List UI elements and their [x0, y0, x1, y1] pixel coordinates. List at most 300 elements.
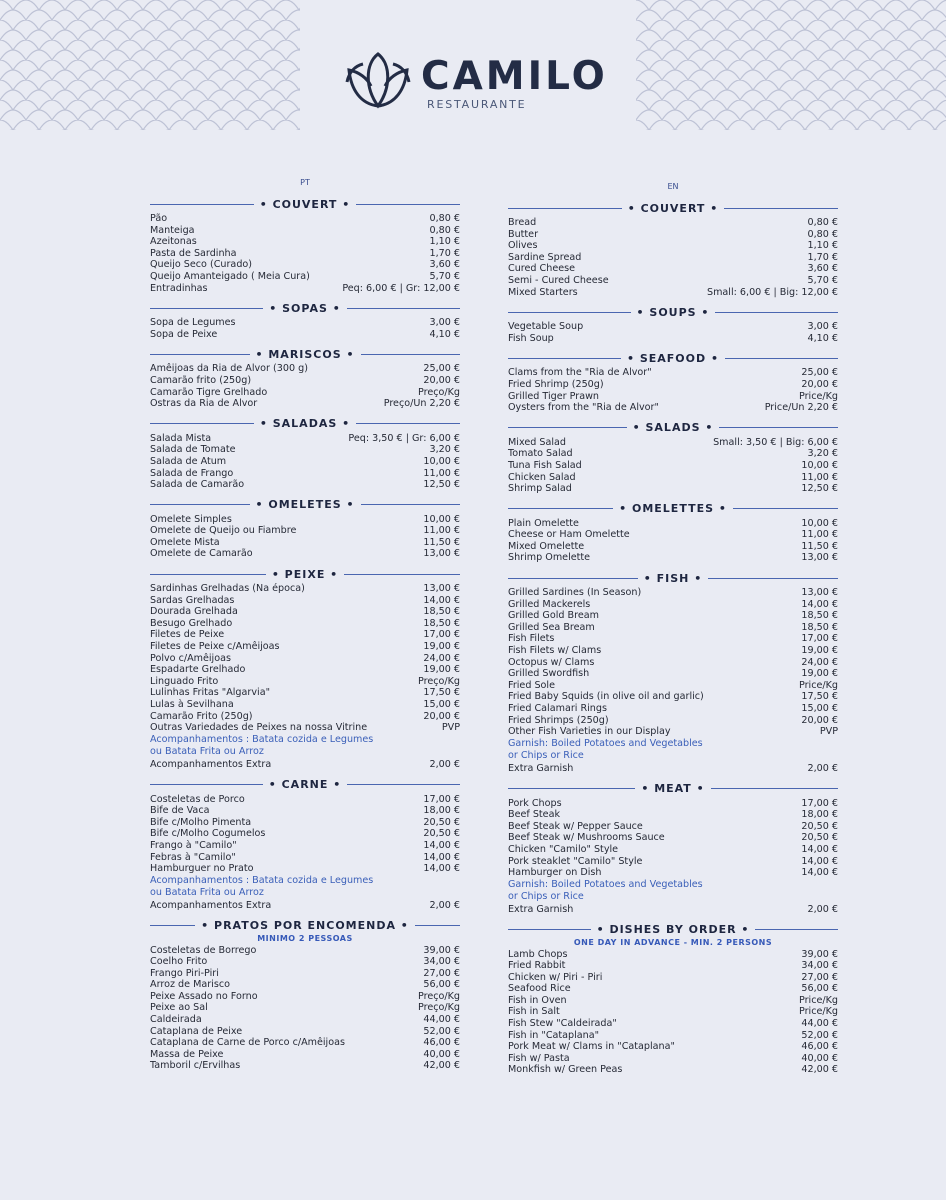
menu-item	[508, 726, 838, 738]
item-name: Plain Omelette	[508, 517, 579, 529]
item-price: 52,00 €	[801, 1029, 838, 1041]
section-title: • SEAFOOD •	[626, 351, 720, 365]
item-name: Costeletas de Borrego	[150, 944, 257, 956]
brand-name: CAMILO	[421, 54, 608, 99]
divider-line	[150, 925, 195, 926]
menu-item	[150, 537, 460, 549]
item-name: Extra Garnish	[508, 903, 574, 915]
menu-item	[508, 437, 838, 449]
item-price: 39,00 €	[423, 944, 460, 956]
menu-item	[508, 321, 838, 333]
menu-item	[150, 329, 460, 341]
item-name: Manteiga	[150, 224, 195, 236]
menu-item	[150, 1026, 460, 1038]
item-name: Lulinhas Fritas "Algarvia"	[150, 687, 270, 699]
divider-line	[347, 784, 460, 785]
menu-item	[150, 979, 460, 991]
item-price: 17,00 €	[801, 797, 838, 809]
item-name: Febras à "Camilo"	[150, 851, 236, 863]
divider-line	[150, 423, 254, 424]
menu-item	[150, 991, 460, 1003]
item-price: 4,10 €	[807, 332, 838, 344]
divider-line	[361, 504, 461, 505]
section-title: • COUVERT •	[259, 197, 351, 211]
menu-item	[508, 448, 838, 460]
section-header	[508, 501, 838, 517]
section-subnote: ONE DAY IN ADVANCE - MIN. 2 PERSONS	[573, 937, 773, 947]
menu-column-pt	[150, 178, 460, 1072]
menu-item	[508, 798, 838, 810]
item-name: Sopa de Peixe	[150, 328, 218, 340]
item-price: 18,00 €	[801, 809, 838, 821]
item-name: Beef Steak w/ Mushrooms Sauce	[508, 832, 665, 844]
item-name: Coelho Frito	[150, 956, 208, 968]
divider-line	[733, 508, 838, 509]
menu-item	[508, 472, 838, 484]
divider-line	[347, 308, 460, 309]
item-name: Tomato Salad	[508, 448, 573, 460]
item-price: 12,50 €	[801, 483, 838, 495]
item-name: Dourada Grelhada	[150, 606, 238, 618]
menu-section	[508, 420, 838, 495]
item-name: Olives	[508, 240, 538, 252]
menu-item	[150, 236, 460, 248]
divider-line	[150, 204, 254, 205]
menu-item	[150, 805, 460, 817]
item-price: 3,20 €	[807, 448, 838, 460]
item-price: 14,00 €	[423, 594, 460, 606]
item-name: Fish in "Cataplana"	[508, 1029, 600, 1041]
menu-item	[508, 645, 838, 657]
item-price: 15,00 €	[423, 699, 460, 710]
menu-section	[150, 497, 460, 560]
divider-line	[508, 788, 635, 789]
item-price: Price/Kg	[798, 679, 838, 691]
item-price: PVP	[819, 726, 838, 738]
menu-section	[508, 501, 838, 564]
item-price: 2,00 €	[807, 903, 838, 915]
item-price: 25,00 €	[423, 363, 460, 375]
item-price: Preço/Kg	[417, 990, 460, 1002]
item-price: 14,00 €	[801, 598, 838, 610]
item-price: 3,60 €	[429, 259, 460, 271]
item-name: Beef Steak w/ Pepper Sauce	[508, 820, 643, 832]
divider-line	[508, 578, 638, 579]
menu-item	[150, 828, 460, 840]
item-name: Cataplana de Carne de Porco c/Amêijoas	[150, 1037, 345, 1049]
menu-item	[508, 703, 838, 715]
menu-item	[508, 983, 838, 995]
item-price: 0,80 €	[429, 213, 460, 224]
item-name: Fried Shrimps (250g)	[508, 714, 609, 726]
item-name: Grilled Sardines (In Season)	[508, 587, 642, 599]
item-price: 1,10 €	[807, 240, 838, 252]
menu-item	[150, 259, 460, 271]
item-price: PVP	[441, 722, 460, 734]
divider-line	[508, 312, 631, 313]
garnish-note: Acompanhamentos : Batata cozida e Legumes	[150, 874, 374, 886]
item-price: Peq: 6,00 € | Gr: 12,00 €	[342, 282, 460, 294]
item-price: 18,50 €	[423, 617, 460, 629]
item-name: Pork Meat w/ Clams in "Cataplana"	[508, 1041, 675, 1053]
item-price: 34,00 €	[423, 956, 460, 968]
item-price: 19,00 €	[801, 668, 838, 680]
menu-section	[150, 346, 460, 409]
item-name: Cured Cheese	[508, 263, 576, 275]
brand-subtitle: RESTAURANTE	[427, 98, 527, 111]
divider-line	[508, 929, 591, 930]
item-price: 5,70 €	[429, 270, 460, 282]
item-price: Preço/Kg	[417, 386, 460, 398]
section-title: • CARNE •	[268, 778, 342, 792]
menu-item	[508, 1053, 838, 1065]
item-price: 3,20 €	[429, 444, 460, 456]
item-name: Vegetable Soup	[508, 321, 584, 333]
item-price: 1,70 €	[807, 251, 838, 263]
item-name: Outras Variedades de Peixes na nossa Vitrine	[150, 722, 368, 734]
menu-item	[508, 240, 838, 252]
item-name: Fish Filets	[508, 633, 555, 645]
menu-item	[150, 863, 460, 875]
menu-item	[508, 1030, 838, 1042]
menu-item	[150, 722, 460, 734]
item-name: Chicken w/ Piri - Piri	[508, 971, 603, 983]
menu-section	[150, 566, 460, 771]
menu-item	[150, 664, 460, 676]
item-price: 1,70 €	[429, 247, 460, 259]
menu-item	[508, 832, 838, 844]
item-name: Entradinhas	[150, 282, 208, 294]
item-price: 40,00 €	[423, 1048, 460, 1060]
menu-item	[508, 217, 838, 229]
menu-item	[150, 479, 460, 491]
item-name: Fish w/ Pasta	[508, 1052, 570, 1064]
menu-item	[150, 653, 460, 665]
item-name: Pão	[150, 213, 168, 224]
garnish-note: or Chips or Rice	[508, 750, 584, 762]
menu-item-extra	[150, 759, 460, 771]
menu-item	[508, 622, 838, 634]
item-price: 20,00 €	[801, 378, 838, 390]
section-header	[508, 200, 838, 216]
menu-item	[150, 687, 460, 699]
item-price: 14,00 €	[801, 867, 838, 879]
menu-section	[508, 200, 838, 298]
menu-item	[150, 794, 460, 806]
item-price: 15,00 €	[801, 703, 838, 714]
item-name: Oysters from the "Ria de Alvor"	[508, 402, 659, 414]
item-name: Salada de Frango	[150, 467, 234, 479]
section-title: • COUVERT •	[627, 201, 719, 215]
menu-section	[150, 416, 460, 491]
item-name: Lamb Chops	[508, 948, 568, 960]
divider-line	[508, 358, 621, 359]
menu-section	[508, 781, 838, 916]
item-name: Pork steaklet "Camilo" Style	[508, 855, 643, 867]
item-name: Shrimp Omelette	[508, 552, 591, 564]
item-price: 56,00 €	[801, 983, 838, 995]
menu-item	[150, 641, 460, 653]
menu-item	[508, 691, 838, 703]
item-name: Fried Rabbit	[508, 960, 566, 972]
garnish-note: ou Batata Frita ou Arroz	[150, 746, 264, 758]
item-price: 3,00 €	[429, 317, 460, 329]
item-price: 5,70 €	[807, 274, 838, 286]
item-name: Butter	[508, 228, 539, 240]
item-name: Tuna Fish Salad	[508, 459, 582, 471]
menu-item	[508, 391, 838, 403]
fish-scale-pattern	[0, 0, 300, 130]
menu-item	[150, 363, 460, 375]
item-price: Price/Kg	[798, 994, 838, 1006]
item-name: Salada Mista	[150, 432, 212, 444]
item-price: 17,00 €	[801, 633, 838, 645]
section-header	[508, 420, 838, 436]
item-name: Sardas Grelhadas	[150, 594, 235, 606]
item-name: Pasta de Sardinha	[150, 247, 237, 259]
menu-item	[150, 548, 460, 560]
section-title: • OMELETTES •	[619, 502, 727, 516]
item-price: 0,80 €	[807, 217, 838, 228]
item-price: 46,00 €	[801, 1041, 838, 1053]
item-name: Fish in Oven	[508, 994, 567, 1006]
item-name: Acompanhamentos Extra	[150, 758, 272, 770]
item-price: 20,00 €	[801, 714, 838, 726]
item-name: Linguado Frito	[150, 675, 219, 687]
section-title: • SOUPS •	[636, 305, 710, 319]
item-name: Filetes de Peixe	[150, 629, 225, 641]
item-name: Monkfish w/ Green Peas	[508, 1064, 623, 1076]
item-price: 18,00 €	[423, 805, 460, 817]
item-name: Camarão Tigre Grelhado	[150, 386, 268, 398]
item-name: Salada de Camarão	[150, 479, 245, 491]
menu-item	[508, 460, 838, 472]
divider-line	[150, 784, 263, 785]
menu-item	[150, 629, 460, 641]
item-price: 14,00 €	[423, 839, 460, 851]
language-label: EN	[667, 182, 679, 191]
item-name: Queijo Seco (Curado)	[150, 259, 253, 271]
menu-section	[150, 918, 460, 1073]
item-name: Other Fish Varieties in our Display	[508, 726, 671, 738]
item-price: Peq: 3,50 € | Gr: 6,00 €	[348, 432, 460, 444]
menu-item	[508, 518, 838, 530]
menu-item	[150, 840, 460, 852]
item-price: 13,00 €	[801, 552, 838, 564]
item-price: Price/Kg	[798, 390, 838, 402]
menu-item	[150, 468, 460, 480]
section-title: • SOPAS •	[269, 301, 341, 315]
menu-item	[150, 213, 460, 225]
item-price: 2,00 €	[429, 899, 460, 911]
lotus-icon	[343, 48, 413, 110]
menu-item	[150, 1049, 460, 1061]
menu-item	[508, 949, 838, 961]
menu-item	[150, 956, 460, 968]
garnish-note: Acompanhamentos : Batata cozida e Legumes	[150, 733, 374, 745]
item-price: 17,00 €	[423, 793, 460, 805]
menu-item	[150, 595, 460, 607]
item-price: 13,00 €	[423, 548, 460, 560]
menu-item	[508, 1064, 838, 1076]
item-price: 3,60 €	[807, 263, 838, 275]
menu-item	[508, 668, 838, 680]
menu-item	[150, 375, 460, 387]
menu-item	[508, 252, 838, 264]
item-price: 24,00 €	[423, 652, 460, 664]
menu-item	[508, 333, 838, 345]
item-name: Clams from the "Ria de Alvor"	[508, 367, 652, 379]
item-name: Tamboril c/Ervilhas	[150, 1060, 241, 1072]
menu-item	[508, 287, 838, 299]
item-name: Costeletas de Porco	[150, 793, 245, 805]
item-price: 19,00 €	[801, 645, 838, 657]
divider-line	[150, 504, 250, 505]
item-price: 10,00 €	[423, 513, 460, 525]
menu-item	[508, 275, 838, 287]
menu-item	[150, 398, 460, 410]
menu-item	[508, 483, 838, 495]
divider-line	[508, 427, 627, 428]
item-name: Bread	[508, 217, 537, 228]
menu-item	[508, 379, 838, 391]
item-name: Massa de Peixe	[150, 1048, 224, 1060]
menu-item	[150, 317, 460, 329]
item-price: 19,00 €	[423, 664, 460, 676]
section-header	[150, 918, 460, 934]
menu-item	[508, 599, 838, 611]
item-name: Fish Stew "Caldeirada"	[508, 1018, 617, 1030]
item-name: Camarão frito (250g)	[150, 374, 252, 386]
menu-item	[150, 387, 460, 399]
section-title: • FISH •	[643, 571, 703, 585]
item-price: 20,50 €	[423, 816, 460, 828]
item-name: Hamburger on Dish	[508, 867, 602, 879]
item-price: 14,00 €	[423, 863, 460, 875]
menu-item	[150, 945, 460, 957]
menu-item	[150, 583, 460, 595]
item-price: 56,00 €	[423, 979, 460, 991]
menu-item	[150, 817, 460, 829]
item-price: 20,50 €	[801, 820, 838, 832]
item-price: 11,00 €	[801, 471, 838, 483]
menu-item	[508, 1018, 838, 1030]
item-name: Omelete Simples	[150, 513, 232, 525]
item-name: Fried Baby Squids (in olive oil and garlic)	[508, 691, 704, 703]
item-price: Price/Kg	[798, 1006, 838, 1018]
item-name: Queijo Amanteigado ( Meia Cura)	[150, 270, 310, 282]
menu-item	[508, 529, 838, 541]
item-price: 52,00 €	[423, 1025, 460, 1037]
item-name: Omelete Mista	[150, 536, 220, 548]
divider-line	[508, 508, 613, 509]
item-name: Bife c/Molho Cogumelos	[150, 828, 266, 840]
menu-item	[150, 525, 460, 537]
item-name: Omelete de Camarão	[150, 548, 253, 560]
item-price: 20,50 €	[423, 828, 460, 840]
menu-item	[508, 1041, 838, 1053]
item-price: 14,00 €	[801, 843, 838, 855]
divider-line	[708, 578, 838, 579]
item-name: Fish Filets w/ Clams	[508, 645, 602, 657]
item-name: Grilled Swordfish	[508, 668, 590, 680]
item-name: Salada de Tomate	[150, 444, 236, 456]
item-price: 34,00 €	[801, 960, 838, 972]
item-price: Small: 6,00 € | Big: 12,00 €	[706, 286, 838, 298]
item-price: 20,00 €	[423, 710, 460, 722]
menu-item	[508, 229, 838, 241]
section-header	[508, 304, 838, 320]
menu-item	[508, 972, 838, 984]
item-name: Shrimp Salad	[508, 483, 572, 495]
item-price: 44,00 €	[423, 1014, 460, 1026]
menu-item	[508, 367, 838, 379]
menu-item	[508, 995, 838, 1007]
divider-line	[356, 423, 460, 424]
item-price: 11,00 €	[801, 529, 838, 541]
item-name: Semi - Cured Cheese	[508, 274, 609, 286]
item-price: 4,10 €	[429, 328, 460, 340]
divider-line	[356, 204, 460, 205]
item-price: 40,00 €	[801, 1052, 838, 1064]
menu-item	[508, 1006, 838, 1018]
menu-section	[150, 777, 460, 912]
section-header	[150, 416, 460, 432]
item-name: Chicken "Camilo" Style	[508, 843, 619, 855]
item-price: 14,00 €	[801, 855, 838, 867]
menu-item	[508, 844, 838, 856]
item-price: 20,00 €	[423, 374, 460, 386]
item-price: Small: 3,50 € | Big: 6,00 €	[713, 436, 838, 448]
menu-item	[150, 444, 460, 456]
section-header	[508, 570, 838, 586]
item-name: Polvo c/Amêijoas	[150, 652, 231, 664]
menu-item	[508, 856, 838, 868]
item-name: Cheese or Ham Omelette	[508, 529, 630, 541]
section-header	[508, 922, 838, 938]
menu-section	[150, 300, 460, 340]
menu-item	[150, 968, 460, 980]
item-price: 12,50 €	[423, 479, 460, 491]
menu-item	[150, 456, 460, 468]
item-price: 11,50 €	[423, 536, 460, 548]
menu-item	[508, 809, 838, 821]
item-name: Frango Piri-Piri	[150, 967, 219, 979]
menu-item	[150, 852, 460, 864]
item-price: 13,00 €	[423, 583, 460, 595]
item-price: 2,00 €	[807, 762, 838, 774]
menu-section	[508, 304, 838, 344]
menu-column-en	[508, 182, 838, 1076]
section-header	[508, 350, 838, 366]
menu-item	[508, 715, 838, 727]
item-name: Beef Steak	[508, 809, 561, 821]
item-price: 46,00 €	[423, 1037, 460, 1049]
divider-line	[725, 358, 838, 359]
item-price: 20,50 €	[801, 832, 838, 844]
item-name: Omelete de Queijo ou Fiambre	[150, 525, 297, 537]
item-price: 18,50 €	[423, 606, 460, 618]
item-name: Fish in Salt	[508, 1006, 560, 1018]
item-name: Mixed Starters	[508, 286, 578, 298]
garnish-note: Garnish: Boiled Potatoes and Vegetables	[508, 878, 703, 890]
item-price: 17,50 €	[423, 687, 460, 699]
fish-scale-pattern	[636, 0, 946, 130]
garnish-note: or Chips or Rice	[508, 891, 584, 903]
divider-line	[415, 925, 460, 926]
item-name: Amêijoas da Ria de Alvor (300 g)	[150, 363, 308, 375]
divider-line	[150, 308, 263, 309]
